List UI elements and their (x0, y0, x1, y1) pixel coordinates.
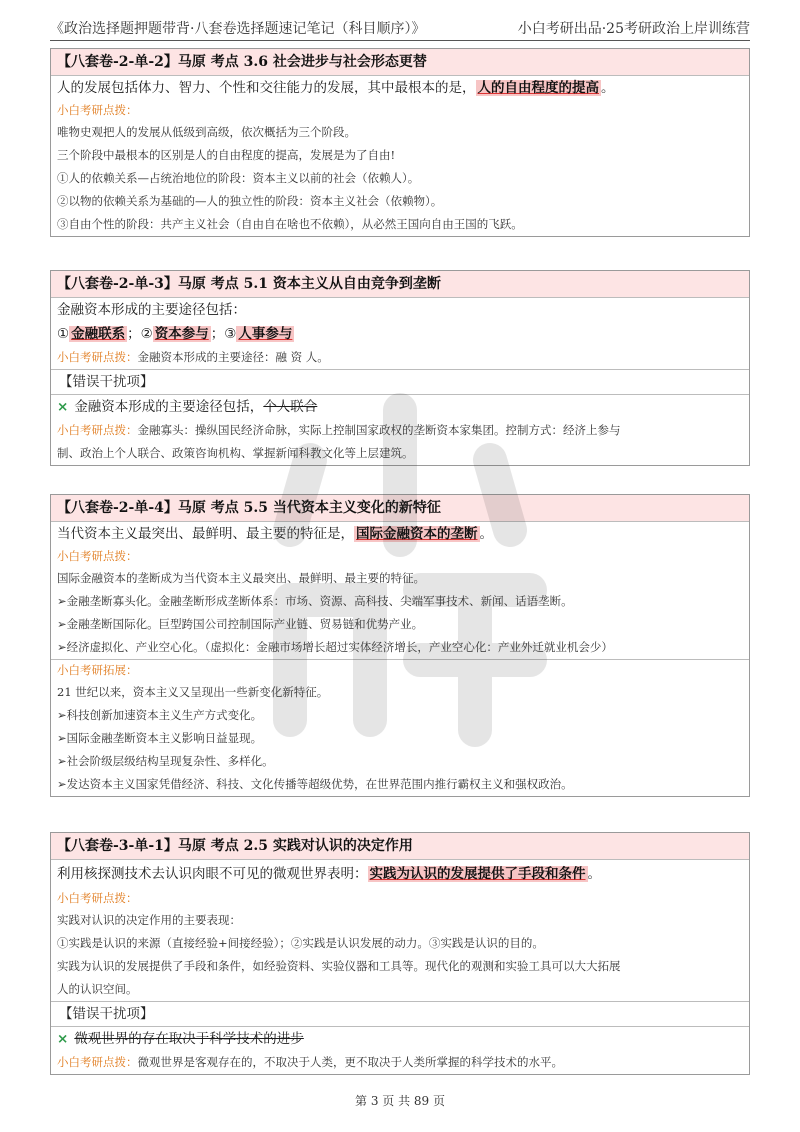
note-line: 21 世纪以来，资本主义又呈现出一些新变化新特征。 (57, 685, 329, 699)
cross-icon: × (57, 399, 69, 415)
question-text (51, 860, 749, 888)
answer-highlight: 实践为认识的发展提供了手段和条件 (369, 866, 586, 882)
question-prefix: 利用核探测技术去认识肉眼不可见的微观世界表明： (57, 866, 368, 882)
question-suffix: 。 (601, 80, 615, 96)
cross-icon: × (57, 1031, 69, 1047)
option-number: ③ (224, 326, 237, 342)
tip-label: 小白考研点拨： (57, 423, 138, 437)
answer-highlight: 人的自由程度的提高 (477, 80, 599, 96)
question-block-3 (50, 494, 750, 797)
tip-line: 制、政治上个人联合、政策咨询机构、掌握新闻科教文化等上层建筑。 (57, 446, 414, 460)
answer-highlight: 金融联系 (71, 326, 126, 342)
tip-line (51, 346, 749, 369)
answer-highlight: 国际金融资本的垄断 (356, 526, 478, 542)
question-prefix: 人的发展包括体力、智力、个性和交往能力的发展，其中最根本的是， (57, 80, 476, 96)
option-number: ① (57, 326, 70, 342)
tip-text: 金融寡头：操纵国民经济命脉，实际上控制国家政权的垄断资本家集团。控制方式：经济上参与 (137, 423, 621, 437)
note-line: 三个阶段中最根本的区别是人的自由程度的提高，发展是为了自由! (57, 148, 396, 162)
tip-label: 小白考研点拨： (57, 103, 138, 117)
tip-text: 金融资本形成的主要途径：融 资 人。 (137, 350, 329, 364)
question-text (51, 76, 749, 100)
page-header (50, 18, 750, 41)
tip-label: 小白考研点拨： (57, 1055, 138, 1069)
answer-options (51, 322, 749, 346)
note-line: 国际金融资本的垄断成为当代资本主义最突出、最鲜明、最主要的特征。 (57, 571, 425, 585)
note-line: ➢科技创新加速资本主义生产方式变化。 (57, 708, 263, 722)
wrong-options-header: 【错误干扰项】 (51, 369, 749, 395)
tip-label: 小白考研点拨： (57, 549, 138, 563)
question-text (51, 522, 749, 546)
note-line: 实践对认识的决定作用的主要表现： (57, 913, 241, 927)
page-footer: 第 3 页 共 89 页 (355, 1094, 445, 1108)
answer-highlight: 资本参与 (154, 326, 209, 342)
option-number: ② (140, 326, 153, 342)
struck-text: 个人联合 (263, 399, 318, 415)
note-line: ➢国际金融垄断资本主义影响日益显现。 (57, 731, 263, 745)
note-line: 唯物史观把人的发展从低级到高级，依次概括为三个阶段。 (57, 125, 356, 139)
extension-label: 小白考研拓展： (57, 663, 138, 677)
question-text: 金融资本形成的主要途径包括： (57, 302, 246, 318)
block-title: 【八套卷-2-单-4】马原 考点 5.5 当代资本主义变化的新特征 (51, 495, 749, 522)
wrong-option (51, 395, 749, 419)
note-line: ①人的依赖关系—占统治地位的阶段：资本主义以前的社会（依赖人）。 (57, 171, 420, 185)
wrong-option (51, 1027, 749, 1051)
question-block-1 (50, 48, 750, 237)
question-block-4 (50, 832, 750, 1075)
question-suffix: 。 (587, 866, 601, 882)
note-line: ➢社会阶级层级结构呈现复杂性、多样化。 (57, 754, 274, 768)
header-brand: 小白考研出品·25考研政治上岸训练营 (517, 21, 750, 37)
tip-label: 小白考研点拨： (57, 350, 138, 364)
option-separator: ； (127, 326, 141, 342)
block-title: 【八套卷-3-单-1】马原 考点 2.5 实践对认识的决定作用 (51, 833, 749, 860)
note-line: 人的认识空间。 (57, 982, 138, 996)
block-title: 【八套卷-2-单-3】马原 考点 5.1 资本主义从自由竞争到垄断 (51, 271, 749, 298)
note-line: ②以物的依赖关系为基础的—人的独立性的阶段：资本主义社会（依赖物）。 (57, 194, 443, 208)
note-line: ➢金融垄断国际化。巨型跨国公司控制国际产业链、贸易链和优势产业。 (57, 617, 424, 631)
wrong-option-prefix: 金融资本形成的主要途径包括， (74, 399, 264, 415)
tip-line (51, 1051, 749, 1074)
tip-text: 微观世界是客观存在的，不取决于人类，更不取决于人类所掌握的科学技术的水平。 (137, 1055, 563, 1069)
note-line: ①实践是认识的来源（直接经验+间接经验）；②实践是认识发展的动力。③实践是认识的目的。 (57, 936, 544, 950)
question-block-2 (50, 270, 750, 466)
block-title: 【八套卷-2-单-2】马原 考点 3.6 社会进步与社会形态更替 (51, 49, 749, 76)
note-line: 实践为认识的发展提供了手段和条件，如经验资料、实验仪器和工具等。现代化的观测和实验工具可以大大拓展 (57, 959, 621, 973)
header-title: 《政治选择题押题带背·八套卷选择题速记笔记（科目顺序）》 (50, 21, 426, 37)
struck-text: 微观世界的存在取决于科学技术的进步 (74, 1031, 304, 1047)
question-prefix: 当代资本主义最突出、最鲜明、最主要的特征是， (57, 526, 354, 542)
tip-label: 小白考研点拨： (57, 891, 138, 905)
question-suffix: 。 (479, 526, 493, 542)
option-separator: ； (210, 326, 225, 342)
note-line: ③自由个性的阶段：共产主义社会（自由自在啥也不依赖），从必然王国向自由王国的飞跃。 (57, 217, 523, 231)
note-line: ➢经济虚拟化、产业空心化。（虚拟化：金融市场增长超过实体经济增长，产业空心化：产业外迁就业机会少） (57, 640, 613, 654)
note-line: ➢发达资本主义国家凭借经济、科技、文化传播等超级优势，在世界范围内推行霸权主义和强权政治。 (57, 777, 573, 791)
wrong-options-header: 【错误干扰项】 (51, 1001, 749, 1027)
tip-line (51, 419, 749, 442)
answer-highlight: 人事参与 (238, 326, 293, 342)
note-line: ➢金融垄断寡头化。金融垄断形成垄断体系：市场、资源、高科技、尖端军事技术、新闻、话语垄断。 (57, 594, 573, 608)
